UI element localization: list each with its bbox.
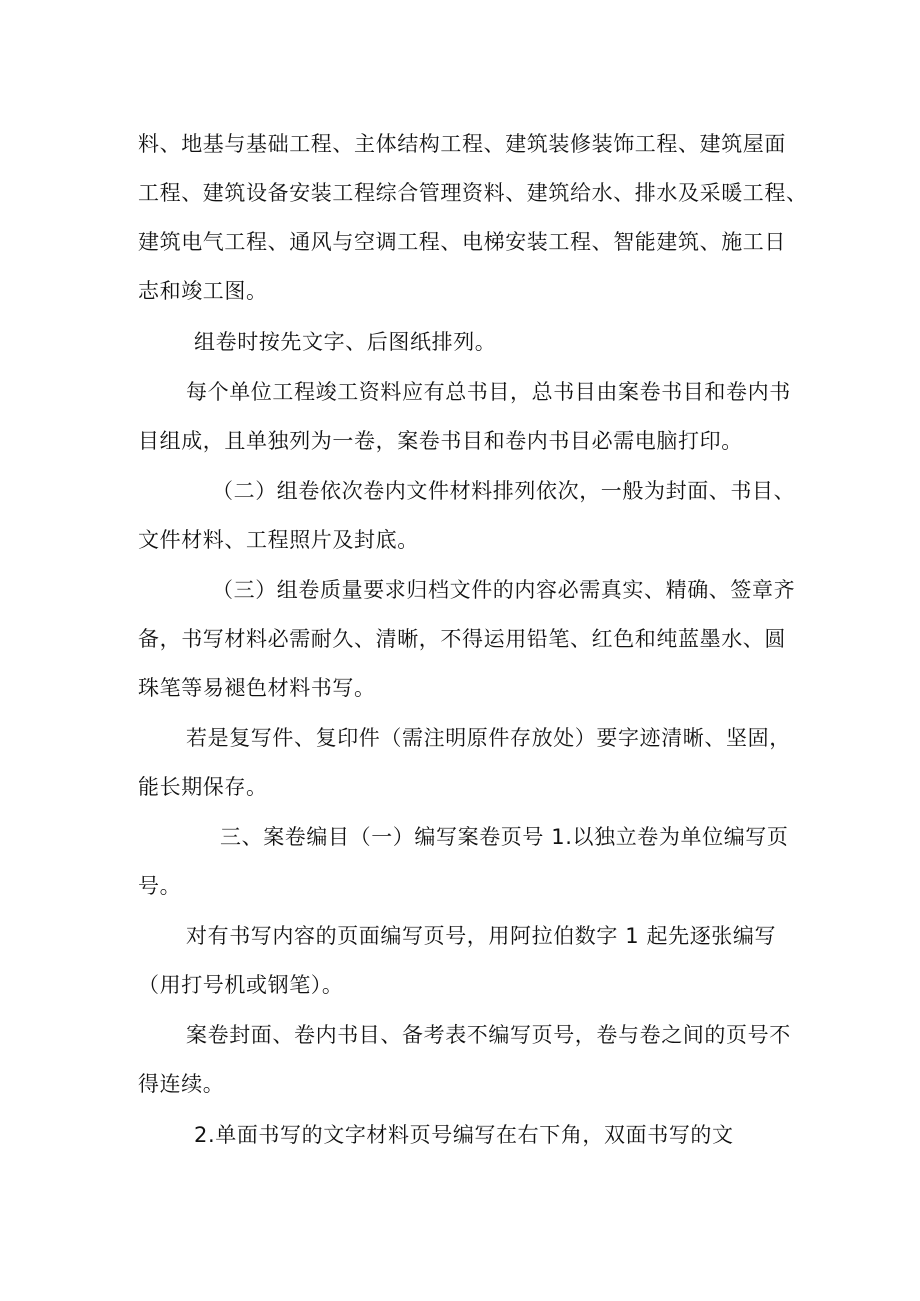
text-line: 料、地基与基础工程、主体结构工程、建筑装修装饰工程、建筑屋面 <box>138 132 786 156</box>
text-line: 组卷时按先文字、后图纸排列。 <box>194 330 497 354</box>
text-line: 目组成，且单独列为一卷，案卷书目和卷内书目必需电脑打印。 <box>138 429 743 453</box>
text-line: 若是复写件、复印件（需注明原件存放处）要字迹清晰、坚固， <box>186 726 791 750</box>
text-line: （三）组卷质量要求归档文件的内容必需真实、精确、签章齐 <box>212 578 796 602</box>
text-line: 号。 <box>138 874 182 898</box>
text-line: 三、案卷编目（一）编写案卷页号 1.以独立卷为单位编写页 <box>220 825 789 849</box>
text-line: 工程、建筑设备安装工程综合管理资料、建筑给水、排水及采暖工程、 <box>138 181 808 205</box>
text-line: 每个单位工程竣工资料应有总书目，总书目由案卷书目和卷内书 <box>186 380 791 404</box>
text-line: 文件材料、工程照片及封底。 <box>138 528 419 552</box>
text-line: 对有书写内容的页面编写页号，用阿拉伯数字 1 起先逐张编写 <box>186 924 777 948</box>
text-line: 能长期保存。 <box>138 775 268 799</box>
text-line: （用打号机或钢笔）。 <box>138 973 344 997</box>
text-line: 备，书写材料必需耐久、清晰，不得运用铅笔、红色和纯蓝墨水、圆 <box>138 627 786 651</box>
text-line: （二）组卷依次卷内文件材料排列依次，一般为封面、书目、 <box>212 479 796 503</box>
text-line: 建筑电气工程、通风与空调工程、电梯安装工程、智能建筑、施工日 <box>138 230 786 254</box>
text-line: 珠笔等易褪色材料书写。 <box>138 676 376 700</box>
text-line: 2.单面书写的文字材料页号编写在右下角，双面书写的文 <box>194 1123 734 1147</box>
text-line: 志和竣工图。 <box>138 279 268 303</box>
text-line: 案卷封面、卷内书目、备考表不编写页号，卷与卷之间的页号不 <box>186 1023 791 1047</box>
text-line: 得连续。 <box>138 1072 225 1096</box>
